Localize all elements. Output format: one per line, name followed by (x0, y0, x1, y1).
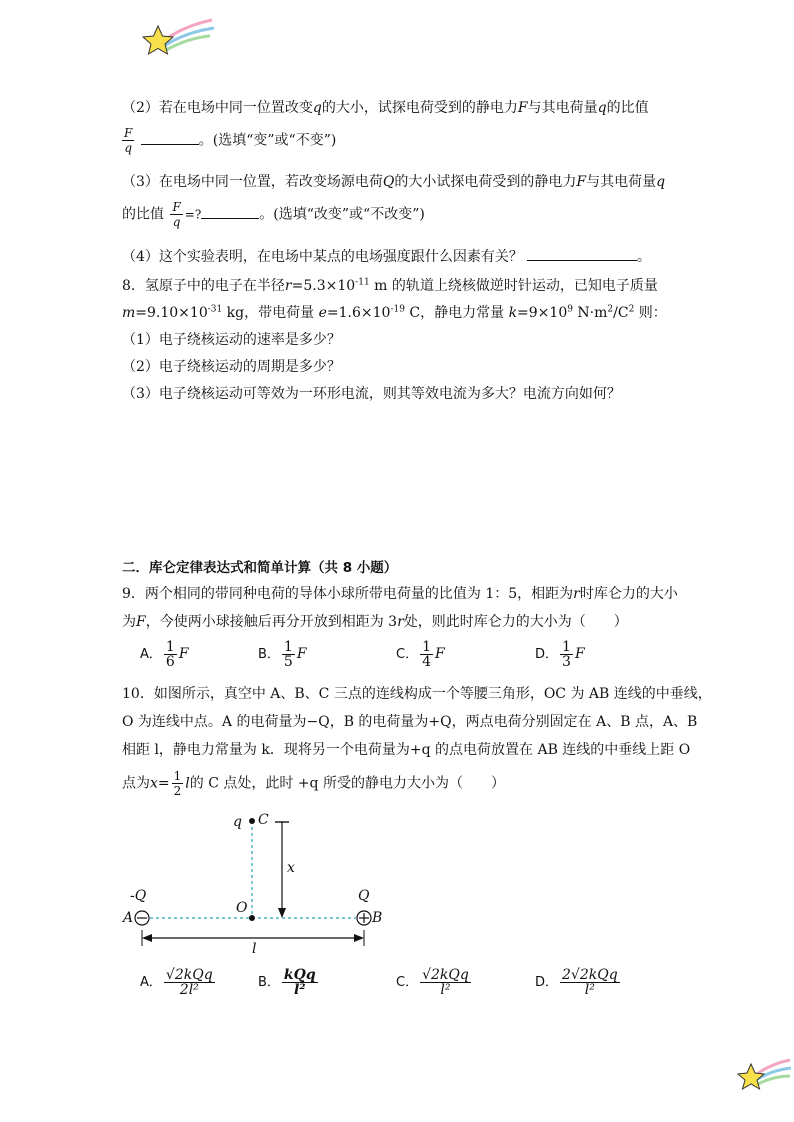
q7-part3-line1: （3）在电场中同一位置，若改变场源电荷Q的大小试探电荷受到的静电力F与其电荷量q (122, 174, 666, 190)
shooting-star-icon-bottom (734, 1056, 792, 1096)
label-neg-Q: -Q (130, 888, 147, 904)
answer-blank[interactable] (201, 217, 259, 219)
q10-line3: 相距 l，静电力常量为 k．现将另一个电荷量为+q 的点电荷放置在 AB 连线的中垂线上距 O (122, 742, 691, 758)
fraction-F-over-q: $\frac{F}{q}$ (124, 126, 133, 155)
q7-part2-line1: （2）若在电场中同一位置改变q的大小，试探电荷受到的静电力F与其电荷量q的比值 (122, 100, 649, 116)
q7-part4: （4）这个实验表明，在电场中某点的电场强度跟什么因素有关？ 。 (122, 249, 651, 265)
q10-line2: O 为连线中点。A 的电荷量为−Q，B 的电荷量为+Q，两点电荷分别固定在 A、B 点，A、B (122, 714, 698, 730)
q8-line1: 8．氢原子中的电子在半径$r=5.3\times 10^{-11}$ m 的轨道上绕核做逆时针运动，已知电子质量 (122, 277, 658, 294)
label-C: C (258, 812, 269, 828)
q10-option-b[interactable]: B． $\frac{\text{kQq}}{\text{l²}}$ (258, 967, 316, 998)
label-qC: q (233, 814, 242, 830)
q9-line2: 为F，今使两小球接触后再分开放到相距为 3r处，则此时库仑力的大小为（ ） (122, 614, 628, 630)
q10-option-a[interactable]: A． $\frac{\text{√2kQq}}{\text{2l²}}$ (140, 967, 213, 998)
q7-part3-line2: 的比值 $\frac{F}{q}$ =? 。(选填“改变”或“不改变”) (122, 200, 425, 229)
q8-sub3: （3）电子绕核运动可等效为一环形电流，则其等效电流为多大？电流方向如何？ (122, 386, 621, 402)
q8-sub1: （1）电子绕核运动的速率是多少？ (122, 332, 341, 348)
q10-option-c[interactable]: C． $\frac{\text{√2kQq}}{\text{l²}}$ (396, 967, 469, 998)
answer-blank[interactable] (527, 259, 637, 261)
q9-line1: 9．两个相同的带同种电荷的导体小球所带电荷量的比值为 1：5，相距为r时库仑力的大小 (122, 586, 678, 602)
q9-option-d[interactable]: D． $\frac{1}{3}$ F (535, 639, 585, 670)
q8-sub2: （2）电子绕核运动的周期是多少？ (122, 359, 341, 375)
q7-part2-line2: $\frac{F}{q}$ 。(选填“变”或“不变”) (124, 126, 337, 155)
label-x: x (287, 860, 295, 876)
q10-option-d[interactable]: D． $\frac{\text{2√2kQq}}{\text{l²}}$ (535, 967, 618, 998)
label-O: O (236, 900, 248, 916)
section-title: 二．库仑定律表达式和简单计算（共 8 小题） (122, 560, 398, 576)
label-A: A (123, 910, 134, 926)
q10-line1: 10．如图所示，真空中 A、B、C 三点的连线构成一个等腰三角形，OC 为 AB 连线的中垂线， (122, 686, 712, 702)
label-l: l (252, 941, 257, 957)
shooting-star-icon (138, 18, 218, 60)
label-B: B (372, 910, 383, 926)
label-Q: Q (358, 888, 370, 904)
q9-option-a[interactable]: A． $\frac{1}{6}$ F (140, 639, 189, 670)
fraction-F-over-q: $\frac{F}{q}$ (172, 200, 181, 229)
point-C (249, 818, 255, 824)
q9-option-c[interactable]: C． $\frac{1}{4}$ F (396, 639, 445, 670)
q9-option-b[interactable]: B． $\frac{1}{5}$ F (258, 639, 307, 670)
q10-line4: 点为x= $\frac{1}{2}$ l的 C 点处，此时 +q 所受的静电力大小为（ ） (122, 769, 505, 798)
answer-blank[interactable] (141, 143, 199, 145)
q8-line2: $m=9.10\times 10^{-31}$ kg，带电荷量 $e=1.6\times 10^{-19}$ C，静电力常量 $k=9\times 10^9$ $N\cdot m^2/C^2$ 则： (122, 304, 667, 321)
point-O (249, 915, 255, 921)
